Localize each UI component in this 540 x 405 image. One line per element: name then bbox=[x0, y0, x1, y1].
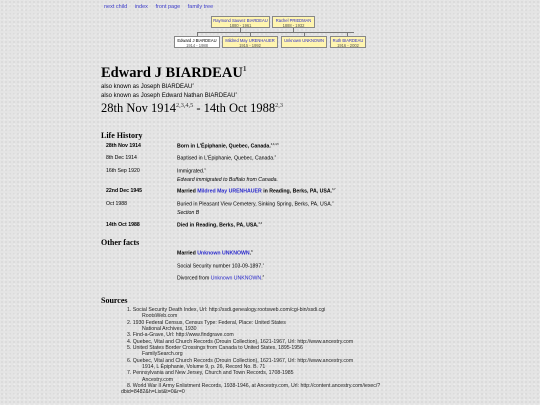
other-facts-heading: Other facts bbox=[101, 238, 140, 247]
person-name-heading bbox=[101, 65, 246, 82]
source-item-sub: Ancestry.com bbox=[142, 377, 174, 383]
aka-line-2 bbox=[101, 91, 237, 99]
event-note bbox=[177, 177, 278, 183]
event-text bbox=[177, 201, 334, 208]
front-page-link[interactable]: front page bbox=[155, 4, 181, 10]
family-tree-link[interactable]: family tree bbox=[187, 4, 214, 10]
birth-date: 28th Nov 1914 bbox=[101, 101, 176, 115]
event-date: 14th Oct 1988 bbox=[106, 222, 140, 228]
event-note-text: Section B bbox=[177, 210, 200, 216]
person-name: Edward J BIARDEAU bbox=[101, 65, 243, 81]
source-item-sub: dbid=8482&h=List&t=0&r=0 bbox=[121, 389, 185, 395]
event-description: Immigrated. bbox=[177, 168, 205, 175]
fact-text: . bbox=[261, 275, 263, 282]
citation-ref[interactable]: 3,7 bbox=[332, 188, 336, 191]
source-item-sub: 1914, L Épiphanie, Volume 9, p. 26, Record No. B. 71 bbox=[142, 364, 266, 370]
event-text bbox=[177, 222, 262, 229]
event-note-text: Edward immigrated to Buffalo from Canada. bbox=[177, 177, 278, 183]
tree-mother-dates: 1888 - 1932 bbox=[282, 23, 305, 28]
event-date: 8th Dec 1914 bbox=[106, 155, 137, 161]
citation-ref[interactable]: 3 bbox=[332, 201, 334, 204]
tree-father-name: Raymond Sauvez BIARDEAU bbox=[213, 18, 268, 23]
tree-spouse2-name: Unknown UNKNOWN bbox=[284, 38, 324, 43]
tree-box-father[interactable] bbox=[211, 16, 270, 28]
fact-text: Social Security number 103-09-1897. bbox=[177, 263, 263, 270]
event-date: 28th Nov 1914 bbox=[106, 143, 141, 149]
source-item: 1. Social Security Death Index, Url: http://ssdi.genealogy.rootsweb.com/cgi-bin/ssdi.cgi bbox=[127, 307, 326, 313]
source-item: 7. Pennsylvania and New Jersey, Church and Town Records, 1708-1985 bbox=[127, 370, 294, 376]
citation-ref[interactable]: 1 bbox=[242, 65, 247, 74]
tree-self-name: Edward J BIARDEAU bbox=[177, 38, 217, 43]
event-description: Died in Reading, Berks, PA, USA. bbox=[177, 222, 259, 229]
event-text bbox=[177, 143, 279, 150]
citation-ref[interactable]: 2,3 bbox=[275, 101, 283, 109]
aka-line-1 bbox=[101, 82, 194, 90]
event-description: Baptised in L'Épiphanie, Quebec, Canada. bbox=[177, 155, 275, 162]
citation-ref[interactable]: 2,3,4,5 bbox=[176, 101, 194, 109]
tree-box-spouse-1[interactable] bbox=[222, 36, 278, 48]
citation-ref[interactable]: 8 bbox=[262, 275, 265, 278]
life-history-heading: Life History bbox=[101, 131, 143, 140]
fact-text: . bbox=[249, 250, 252, 257]
source-item: 5. United States Border Crossings from Canada to United States, 1895-1956 bbox=[127, 345, 303, 351]
tree-spouse1-dates: 1915 - 1992 bbox=[239, 43, 261, 48]
event-date: 16th Sep 1920 bbox=[106, 168, 140, 174]
event-note bbox=[177, 210, 199, 216]
event-description: in Reading, Berks, PA, USA. bbox=[261, 188, 333, 195]
citation-ref[interactable]: 2 bbox=[192, 82, 195, 86]
source-item: 4. Quebec, Vital and Church Records (Drouin Collection), 1621-1967, Url: http://www.ancestry.com bbox=[127, 339, 354, 345]
spouse-link[interactable]: Mildred May URENHAUER bbox=[197, 188, 262, 195]
citation-ref[interactable]: 1 bbox=[262, 263, 265, 266]
citation-ref[interactable]: 4 bbox=[235, 91, 238, 95]
event-text bbox=[177, 168, 206, 175]
event-description: Married bbox=[177, 188, 198, 195]
event-text bbox=[177, 155, 276, 162]
tree-connector bbox=[197, 32, 354, 33]
aka-text-2: also known as Joseph Edward Nathan BIARDEAU bbox=[101, 93, 236, 99]
death-date: - 14th Oct 1988 bbox=[193, 101, 276, 115]
event-date: 22nd Dec 1945 bbox=[106, 188, 143, 194]
fact-text: Married bbox=[177, 250, 198, 257]
citation-ref[interactable]: 6 bbox=[274, 155, 277, 158]
event-date: Oct 1988 bbox=[106, 201, 128, 207]
source-item-sub: National Archives, 1930 bbox=[142, 326, 197, 332]
index-link[interactable]: index bbox=[134, 4, 148, 10]
next-child-link[interactable]: next child bbox=[104, 4, 128, 10]
tree-mother-name: Rachel PRIEDMAN bbox=[275, 18, 312, 23]
tree-box-self[interactable] bbox=[174, 36, 220, 48]
tree-box-mother[interactable] bbox=[272, 16, 315, 28]
source-item-sub: FamilySearch.org bbox=[142, 351, 183, 357]
sources-heading: Sources bbox=[101, 296, 128, 305]
tree-box-spouse-2[interactable] bbox=[281, 36, 327, 48]
aka-text-1: also known as Joseph BIARDEAU bbox=[101, 84, 193, 90]
tree-box-child[interactable] bbox=[330, 36, 366, 48]
tree-child-name: Ruth BIARDEAU bbox=[332, 38, 364, 43]
citation-ref[interactable]: 2,3 bbox=[258, 222, 263, 225]
fact-text: Divorced from bbox=[177, 275, 211, 282]
citation-ref[interactable]: 2,3,4,5 bbox=[270, 143, 279, 146]
lifespan bbox=[101, 101, 283, 116]
source-item-sub: RootsWeb.com bbox=[142, 313, 178, 319]
source-item: 6. Quebec, Vital and Church Records (Drouin Collection), 1621-1967, Url: http://www.ancestry.com bbox=[127, 358, 354, 364]
tree-spouse1-name: Mildred May URENHAUER bbox=[225, 38, 275, 43]
tree-self-dates: 1914 - 1988 bbox=[186, 43, 208, 48]
top-nav bbox=[104, 4, 219, 10]
fact-item bbox=[177, 263, 264, 270]
fact-item bbox=[177, 275, 264, 282]
spouse-link[interactable]: Unknown UNKNOWN bbox=[210, 275, 262, 282]
tree-father-dates: 1880 - 1961 bbox=[229, 23, 252, 28]
citation-ref[interactable]: 6 bbox=[204, 168, 206, 171]
event-text bbox=[177, 188, 336, 195]
event-description: Buried in Pleasant View Cemetery, Sinking Spring, Berks, PA, USA. bbox=[177, 201, 333, 208]
event-description: Born in L'Épiphanie, Quebec, Canada. bbox=[177, 143, 271, 150]
source-item: 3. Find-a-Grave, Url: http://www.findgrave.com bbox=[127, 332, 234, 338]
citation-ref[interactable]: 8 bbox=[251, 250, 253, 253]
fact-item bbox=[177, 250, 253, 257]
source-item: 8. World War II Army Enlistment Records, 1938-1946, at Ancestry.com, Url: http://content.ancestry.com/iexec/? bbox=[127, 383, 381, 389]
spouse-link[interactable]: Unknown UNKNOWN bbox=[197, 250, 250, 257]
tree-child-dates: 1916 - 2002 bbox=[337, 43, 359, 48]
source-item: 2. 1930 Federal Census, Census Type: Federal, Place: United States bbox=[127, 320, 286, 326]
